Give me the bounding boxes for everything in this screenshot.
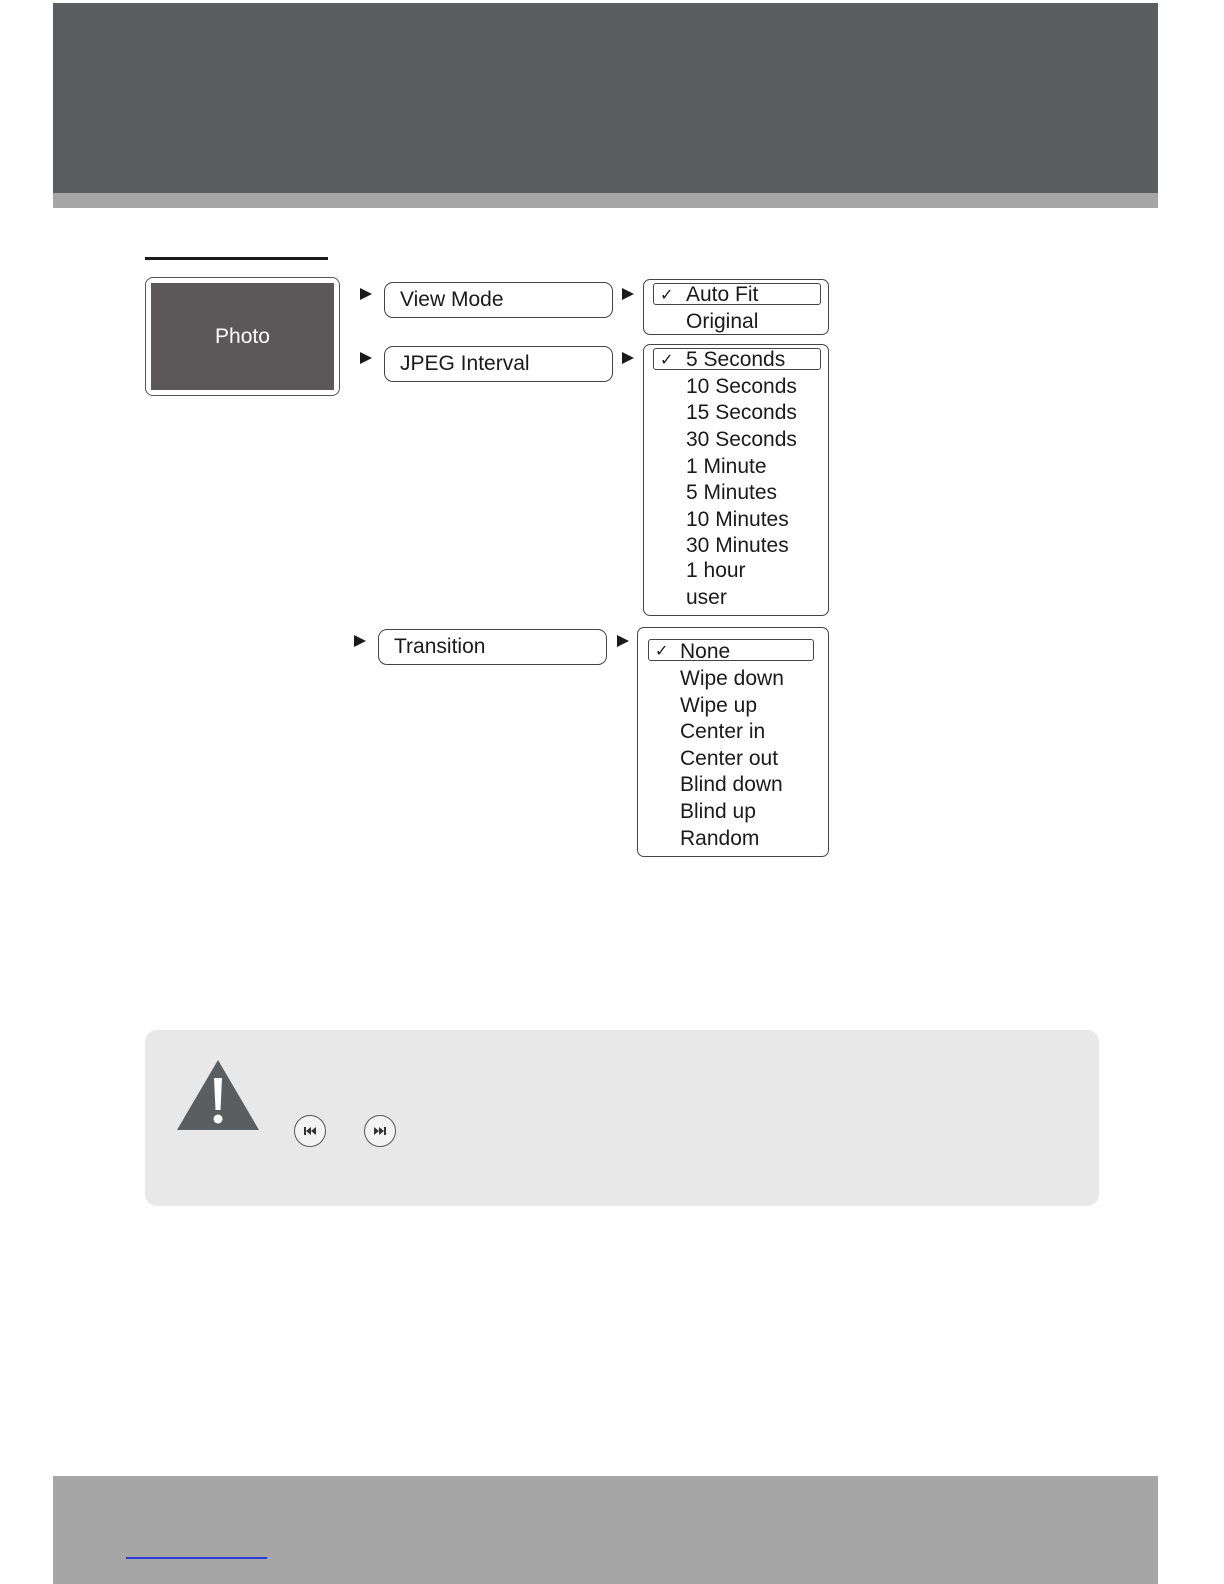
jpeg-interval-option[interactable]: 5 Minutes (686, 481, 778, 504)
view-mode-option[interactable]: Auto Fit (686, 283, 759, 306)
check-mark-icon: ✓ (655, 643, 669, 660)
jpeg-interval-option[interactable]: user (686, 586, 727, 609)
arrow-right-icon (622, 352, 634, 364)
header-accent-strip (53, 193, 1158, 208)
photo-menu-box (151, 283, 334, 390)
arrow-right-icon (360, 288, 372, 300)
transition-option[interactable]: Center out (680, 747, 779, 770)
jpeg-interval-option[interactable]: 1 hour (686, 559, 746, 582)
photo-menu-label: Photo (215, 324, 270, 348)
warning-icon (177, 1060, 259, 1132)
view-mode-item[interactable] (384, 282, 613, 318)
transition-option[interactable]: Random (680, 827, 760, 850)
jpeg-interval-option[interactable]: 10 Seconds (686, 375, 797, 398)
arrow-right-icon (360, 352, 372, 364)
transition-option[interactable]: Blind up (680, 800, 756, 823)
transition-item[interactable] (378, 629, 607, 665)
jpeg-interval-label: JPEG Interval (400, 352, 530, 375)
check-mark-icon: ✓ (660, 352, 674, 369)
check-mark-icon: ✓ (660, 287, 674, 304)
arrow-right-icon (622, 288, 634, 300)
jpeg-interval-option[interactable]: 5 Seconds (686, 348, 786, 371)
footer-link-underline[interactable] (126, 1557, 267, 1559)
transition-label: Transition (394, 635, 486, 658)
view-mode-option[interactable]: Original (686, 310, 759, 333)
jpeg-interval-item[interactable] (384, 346, 613, 382)
page-header-band (53, 3, 1158, 193)
selected-option-highlight (648, 639, 814, 661)
jpeg-interval-option[interactable]: 30 Seconds (686, 428, 797, 451)
transition-option[interactable]: Wipe up (680, 694, 758, 717)
jpeg-interval-option[interactable]: 15 Seconds (686, 401, 797, 424)
transition-option[interactable]: Wipe down (680, 667, 784, 690)
next-track-icon (364, 1115, 396, 1147)
page-footer-band (53, 1476, 1158, 1584)
transition-option[interactable]: Center in (680, 720, 766, 743)
jpeg-interval-options-list (643, 344, 829, 616)
jpeg-interval-option[interactable]: 30 Minutes (686, 534, 789, 557)
transition-option[interactable]: Blind down (680, 773, 783, 796)
view-mode-options-list (643, 279, 829, 335)
jpeg-interval-option[interactable]: 10 Minutes (686, 508, 789, 531)
jpeg-interval-option[interactable]: 1 Minute (686, 455, 767, 478)
transition-options-list (637, 627, 829, 857)
arrow-right-icon (354, 635, 366, 647)
section-heading-rule (145, 257, 328, 260)
view-mode-label: View Mode (400, 288, 504, 311)
note-box (145, 1030, 1099, 1206)
previous-track-icon (294, 1115, 326, 1147)
transition-option[interactable]: None (680, 640, 731, 663)
arrow-right-icon (617, 635, 629, 647)
